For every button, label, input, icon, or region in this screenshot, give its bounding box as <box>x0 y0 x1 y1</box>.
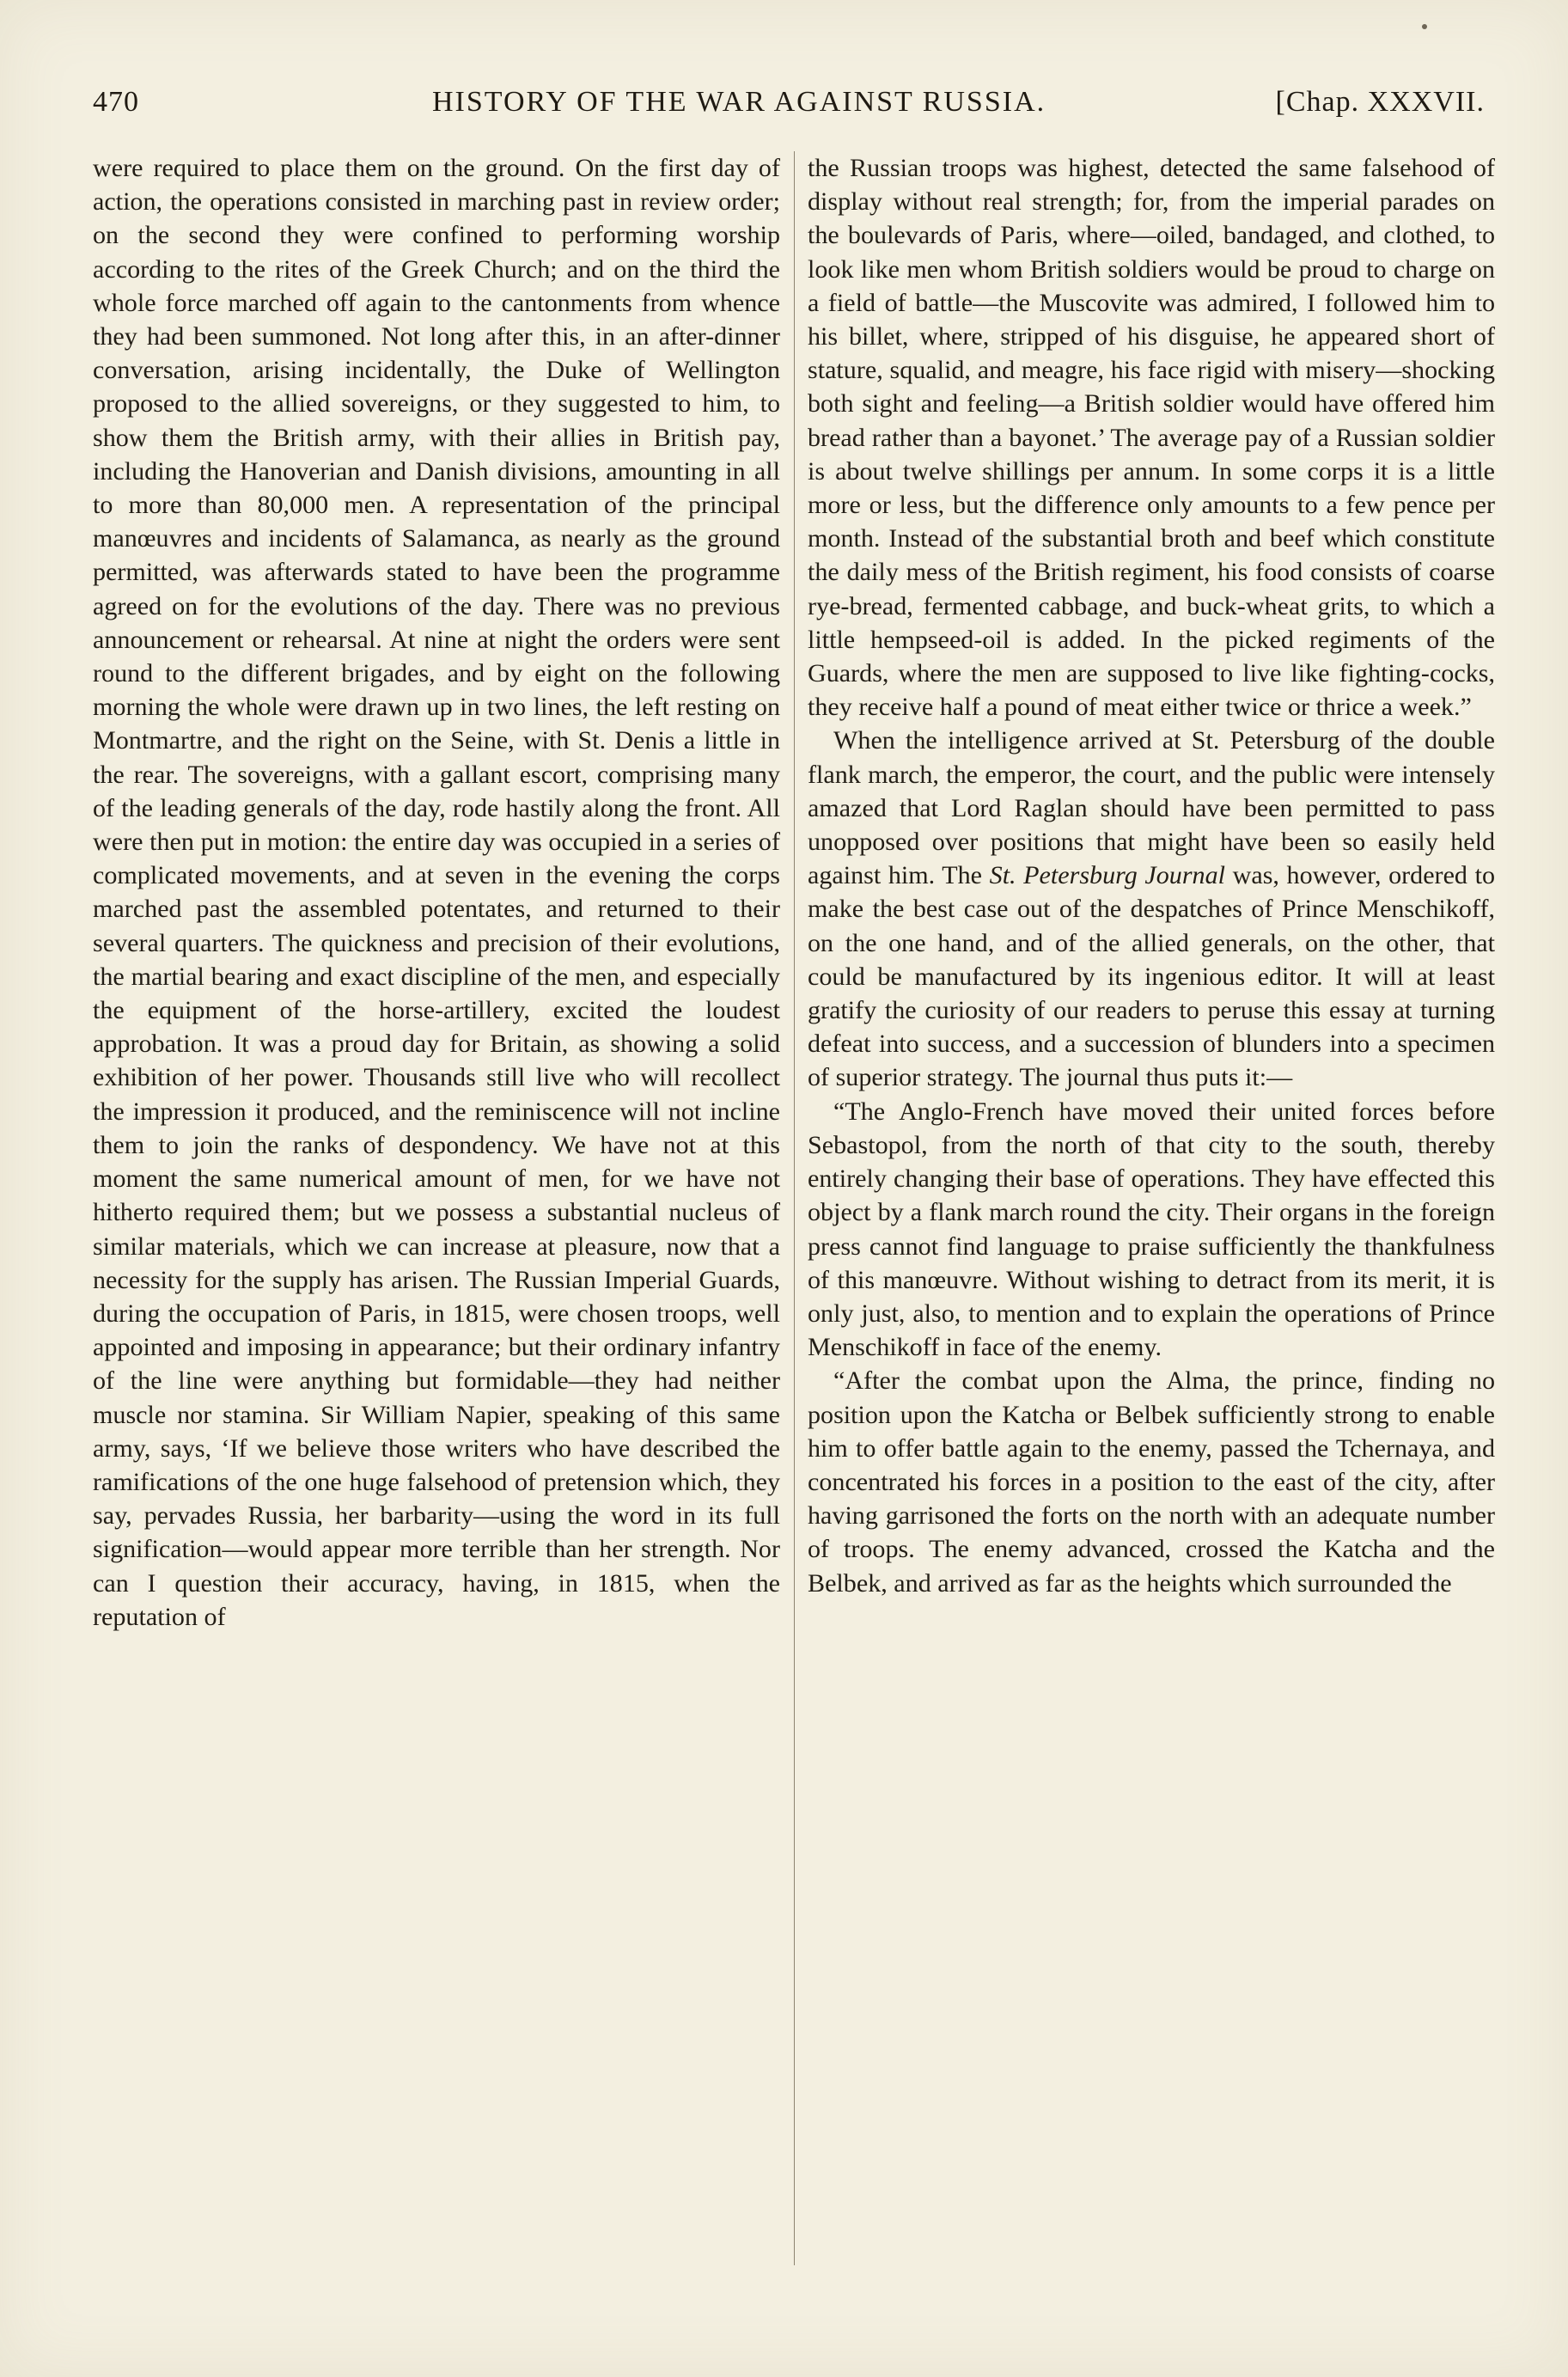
right-paragraph-1: the Russian troops was highest, detected the same falsehood of display without real strength; for, from the imperial parades on the boulevards of Paris, where—oiled, bandaged, and clothed, to look like men whom British soldiers would be proud to charge on a field of battle—the Muscovite was admired, I followed him to his billet, where, stripped of his disguise, he appeared short of stature, squalid, and meagre, his face rigid with misery—shocking both sight and feeling—a British soldier would have offered him bread rather than a bayonet.’ The average pay of a Russian soldier is about twelve shillings per annum. In some corps it is a little more or less, but the difference only amounts to a few pence per month. Instead of the substantial broth and beef which constitute the daily mess of the British regiment, his food consists of coarse rye-bread, fermented cabbage, and buck-wheat grits, to which a little hempseed-oil is added. In the picked regiments of the Guards, where the men are supposed to live like fighting-cocks, they receive half a pound of meat either twice or thrice a week.” <box>808 153 1495 722</box>
chapter-label: [Chap. XXXVII. <box>1275 86 1485 118</box>
right-column <box>808 151 1495 1600</box>
para2-text-after: was, however, ordered to make the best case out of the despatches of Prince Menschikoff, on the one hand, and of the allied generals, on the other, that could be manufactured by its ingenious editor. It will at least gratify the curiosity of our readers to peruse this essay at turning defeat into success, and a succession of blunders into a specimen of superior strategy. The journal thus puts it:— <box>808 860 1495 1092</box>
running-title: HISTORY OF THE WAR AGAINST RUSSIA. <box>432 86 1046 118</box>
right-paragraph-2 <box>808 724 1495 1094</box>
print-speck <box>1422 24 1427 29</box>
left-column <box>93 151 780 1634</box>
journal-title: St. Petersburg Journal <box>989 860 1226 890</box>
right-paragraph-3: “The Anglo-French have moved their united forces before Sebastopol, from the north of that city to the south, thereby entirely changing their base of operations. They have effected this object by a flank march round the city. Their organs in the foreign press cannot find language to praise sufficiently the thankfulness of this manœuvre. Without wishing to detract from its merit, it is only just, also, to mention and to explain the operations of Prince Menschikoff in face of the enemy. <box>808 1096 1495 1362</box>
column-divider <box>794 151 795 2265</box>
right-paragraph-4: “After the combat upon the Alma, the prince, finding no position upon the Katcha or Belbek sufficiently strong to enable him to offer battle again to the enemy, passed the Tchernaya, and concentrated his forces in a position to the east of the city, after having garrisoned the forts on the north with an adequate number of troops. The enemy advanced, crossed the Katcha and the Belbek, and arrived as far as the heights which surrounded the <box>808 1366 1495 1598</box>
left-paragraph-1: were required to place them on the ground. On the first day of action, the operations consisted in marching past in review order; on the second they were confined to performing worship according to the rites of the Greek Church; and on the third the whole force marched off again to the cantonments from whence they had been summoned. Not long after this, in an after-dinner conversation, arising incidentally, the Duke of Wellington proposed to the allied sovereigns, or they suggested to him, to show them the British army, with their allies in British pay, including the Hanoverian and Danish divisions, amounting in all to more than 80,000 men. A representation of the principal manœuvres and incidents of Salamanca, as nearly as the ground permitted, was afterwards stated to have been the programme agreed on for the evolutions of the day. There was no previous announcement or rehearsal. At nine at night the orders were sent round to the different brigades, and by eight on the following morning the whole were drawn up in two lines, the left resting on Montmartre, and the right on the Seine, with St. Denis a little in the rear. The sovereigns, with a gallant escort, comprising many of the leading generals of the day, rode hastily along the front. All were then put in motion: the entire day was occupied in a series of complicated movements, and at seven in the evening the corps marched past the assembled potentates, and returned to their several quarters. The quickness and precision of their evolutions, the martial bearing and exact discipline of the men, and especially the equipment of the horse-artillery, excited the loudest approbation. It was a proud day for Britain, as showing a solid exhibition of her power. Thousands still live who will recollect the impression it produced, and the reminiscence will not incline them to join the ranks of despondency. We have not at this moment the same numerical amount of men, for we have not hitherto required them; but we possess a substantial nucleus of similar materials, which we can increase at pleasure, now that a necessity for the supply has arisen. The Russian Imperial Guards, during the occupation of Paris, in 1815, were chosen troops, well appointed and imposing in appearance; but their ordinary infantry of the line were anything but formidable—they had neither muscle nor stamina. Sir William Napier, speaking of this same army, says, ‘If we believe those writers who have described the ramifications of the one huge falsehood of pretension which, they say, pervades Russia, her barbarity—using the word in its full signification—would appear more terrible than her strength. Nor can I question their accuracy, having, in 1815, when the reputation of <box>93 153 780 1631</box>
para2-text-before: When the intelligence arrived at St. Petersburg of the double flank march, the emperor, the court, and the public were intensely amazed that Lord Raglan should have been permitted to pass unopposed over positions that might have been so easily held against him. The <box>808 725 1495 890</box>
running-header <box>93 86 1485 124</box>
page-number: 470 <box>93 86 139 118</box>
